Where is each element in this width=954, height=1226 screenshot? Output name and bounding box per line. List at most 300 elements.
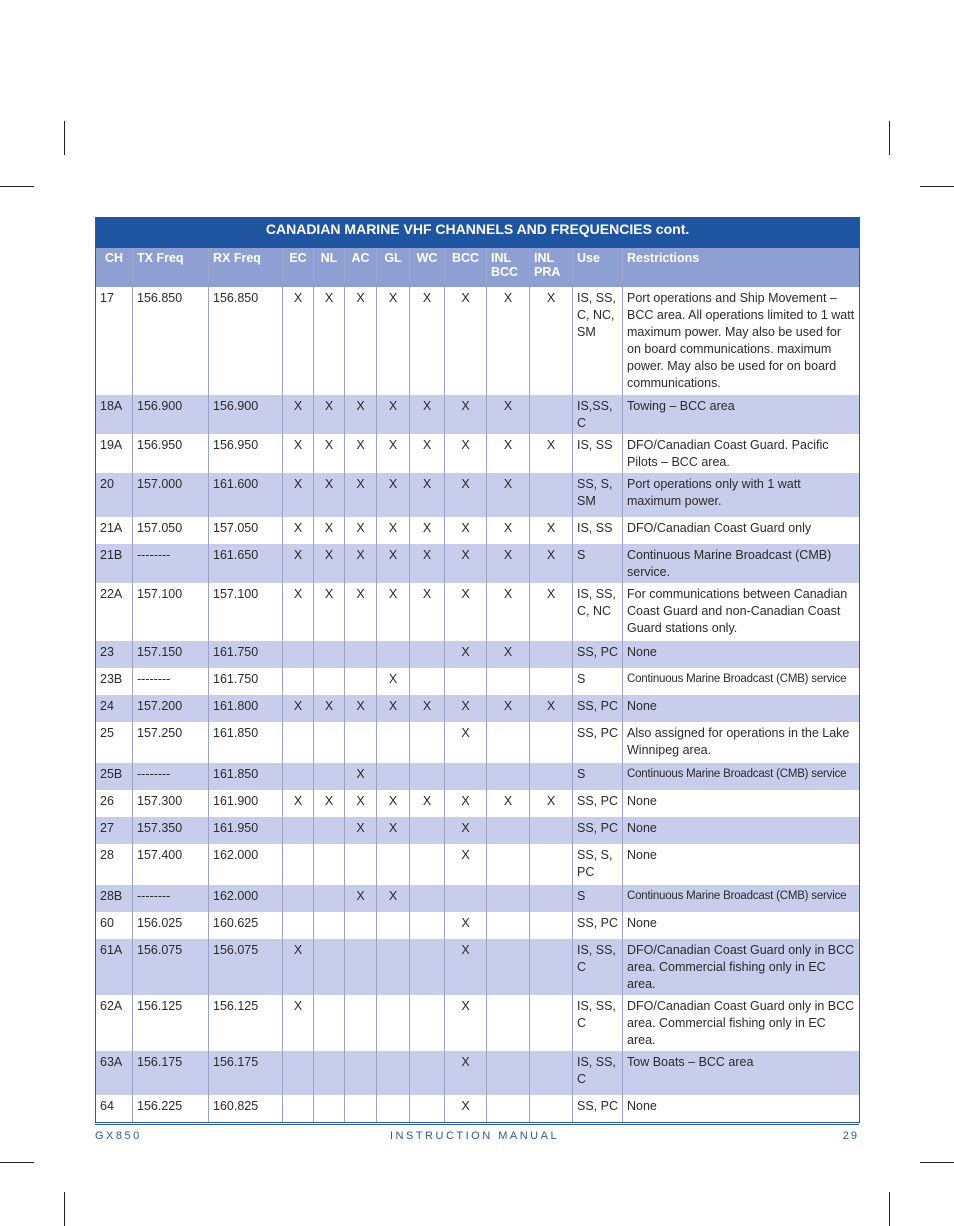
- table-cell: X: [410, 434, 445, 473]
- table-cell: X: [530, 790, 573, 817]
- table-cell: X: [530, 434, 573, 473]
- table-cell: 22A: [96, 583, 133, 641]
- table-cell: X: [445, 790, 487, 817]
- table-cell: 160.825: [209, 1095, 283, 1122]
- table-cell: X: [345, 544, 377, 583]
- table-cell: [314, 722, 345, 763]
- table-cell: X: [487, 473, 530, 517]
- table-cell: IS, SS, C: [573, 939, 623, 995]
- table-cell: X: [445, 995, 487, 1051]
- table-title: CANADIAN MARINE VHF CHANNELS AND FREQUENCIES cont.: [96, 218, 860, 248]
- table-cell: [530, 395, 573, 434]
- table-cell: --------: [133, 763, 209, 790]
- table-cell: 161.800: [209, 695, 283, 722]
- table-cell: [377, 641, 410, 668]
- table-cell: IS, SS, C: [573, 995, 623, 1051]
- table-row: [96, 722, 860, 763]
- table-cell: [410, 885, 445, 912]
- table-cell: IS, SS, C, NC, SM: [573, 287, 623, 395]
- table-cell: [377, 995, 410, 1051]
- table-cell: X: [410, 695, 445, 722]
- table-cell: 161.750: [209, 641, 283, 668]
- table-cell: 156.950: [209, 434, 283, 473]
- table-row: [96, 1095, 860, 1122]
- table-cell: X: [445, 939, 487, 995]
- table-cell: [345, 912, 377, 939]
- table-cell: X: [345, 434, 377, 473]
- table-cell: X: [445, 544, 487, 583]
- table-cell: X: [410, 544, 445, 583]
- table-cell: X: [345, 473, 377, 517]
- table-cell: 24: [96, 695, 133, 722]
- table-cell: [283, 817, 314, 844]
- column-header: CH: [96, 248, 133, 288]
- table-cell: 26: [96, 790, 133, 817]
- table-cell: SS, PC: [573, 1095, 623, 1122]
- table-cell: [487, 763, 530, 790]
- table-cell: [487, 912, 530, 939]
- table-cell: 157.400: [133, 844, 209, 885]
- table-cell: X: [314, 395, 345, 434]
- table-cell: [530, 885, 573, 912]
- table-cell: X: [445, 912, 487, 939]
- table-cell: [530, 844, 573, 885]
- crop-mark: [64, 1192, 65, 1226]
- table-cell: X: [377, 287, 410, 395]
- table-cell: 156.225: [133, 1095, 209, 1122]
- table-cell: [530, 641, 573, 668]
- table-cell: X: [410, 395, 445, 434]
- vhf-channel-table: [95, 217, 860, 1123]
- table-cell: None: [623, 844, 860, 885]
- table-cell: [487, 722, 530, 763]
- table-cell: [314, 817, 345, 844]
- table-cell: 17: [96, 287, 133, 395]
- table-cell: X: [377, 583, 410, 641]
- table-cell: None: [623, 641, 860, 668]
- table-cell: X: [314, 517, 345, 544]
- table-cell: X: [410, 583, 445, 641]
- table-cell: [283, 1095, 314, 1122]
- table-cell: 156.900: [209, 395, 283, 434]
- table-cell: [345, 1095, 377, 1122]
- table-cell: Towing – BCC area: [623, 395, 860, 434]
- table-cell: X: [345, 287, 377, 395]
- table-cell: X: [530, 287, 573, 395]
- column-header: BCC: [445, 248, 487, 288]
- table-cell: [345, 939, 377, 995]
- table-cell: X: [314, 434, 345, 473]
- column-header: INL BCC: [487, 248, 530, 288]
- column-header: EC: [283, 248, 314, 288]
- footer-manual-title: INSTRUCTION MANUAL: [390, 1130, 560, 1142]
- table-cell: 60: [96, 912, 133, 939]
- table-cell: X: [445, 817, 487, 844]
- table-cell: [487, 1051, 530, 1095]
- table-cell: X: [377, 817, 410, 844]
- table-cell: X: [377, 473, 410, 517]
- table-cell: X: [283, 287, 314, 395]
- column-header: AC: [345, 248, 377, 288]
- column-header: NL: [314, 248, 345, 288]
- table-cell: [283, 641, 314, 668]
- table-cell: [487, 995, 530, 1051]
- table-cell: [314, 1095, 345, 1122]
- table-cell: X: [487, 641, 530, 668]
- table-cell: IS,SS, C: [573, 395, 623, 434]
- table-cell: IS, SS, C: [573, 1051, 623, 1095]
- table-cell: X: [445, 434, 487, 473]
- table-cell: 160.625: [209, 912, 283, 939]
- table-cell: [410, 763, 445, 790]
- table-cell: 157.250: [133, 722, 209, 763]
- table-cell: SS, PC: [573, 790, 623, 817]
- table-cell: X: [445, 395, 487, 434]
- crop-mark: [0, 1162, 34, 1163]
- table-cell: X: [487, 790, 530, 817]
- table-cell: X: [445, 287, 487, 395]
- table-row: [96, 668, 860, 695]
- table-cell: X: [283, 939, 314, 995]
- table-cell: [445, 668, 487, 695]
- table-cell: [314, 995, 345, 1051]
- table-cell: X: [410, 473, 445, 517]
- table-cell: 25: [96, 722, 133, 763]
- table-cell: DFO/Canadian Coast Guard. Pacific Pilots – BCC area.: [623, 434, 860, 473]
- table-cell: S: [573, 544, 623, 583]
- table-cell: [530, 939, 573, 995]
- table-cell: S: [573, 668, 623, 695]
- table-cell: [487, 1095, 530, 1122]
- table-cell: X: [530, 583, 573, 641]
- table-cell: [410, 844, 445, 885]
- table-cell: S: [573, 763, 623, 790]
- table-cell: X: [345, 885, 377, 912]
- table-cell: 157.200: [133, 695, 209, 722]
- table-cell: X: [314, 583, 345, 641]
- table-cell: [345, 1051, 377, 1095]
- crop-mark: [920, 1162, 954, 1163]
- table-cell: None: [623, 695, 860, 722]
- table-cell: [487, 844, 530, 885]
- column-header: INL PRA: [530, 248, 573, 288]
- table-cell: [410, 939, 445, 995]
- crop-mark: [889, 1192, 890, 1226]
- crop-mark: [64, 121, 65, 155]
- table-cell: X: [283, 517, 314, 544]
- table-cell: [377, 722, 410, 763]
- table-cell: [487, 939, 530, 995]
- table-cell: None: [623, 817, 860, 844]
- table-row: [96, 641, 860, 668]
- table-cell: 157.150: [133, 641, 209, 668]
- table-cell: X: [314, 287, 345, 395]
- table-cell: SS, PC: [573, 817, 623, 844]
- table-row: [96, 517, 860, 544]
- table-cell: X: [377, 395, 410, 434]
- table-cell: IS, SS: [573, 434, 623, 473]
- table-cell: X: [377, 517, 410, 544]
- table-cell: X: [445, 844, 487, 885]
- table-cell: X: [283, 995, 314, 1051]
- table-cell: [530, 722, 573, 763]
- table-cell: X: [530, 544, 573, 583]
- table-cell: [314, 939, 345, 995]
- table-cell: DFO/Canadian Coast Guard only in BCC area. Commercial fishing only in EC area.: [623, 995, 860, 1051]
- table-cell: X: [283, 473, 314, 517]
- table-cell: X: [377, 695, 410, 722]
- table-cell: 157.350: [133, 817, 209, 844]
- table-cell: X: [314, 544, 345, 583]
- table-cell: 157.300: [133, 790, 209, 817]
- table-cell: 157.050: [133, 517, 209, 544]
- table-cell: X: [487, 695, 530, 722]
- table-cell: 162.000: [209, 844, 283, 885]
- footer-model: GX850: [95, 1130, 142, 1142]
- table-cell: [377, 1051, 410, 1095]
- table-cell: SS, PC: [573, 912, 623, 939]
- table-cell: 156.125: [133, 995, 209, 1051]
- table-cell: Tow Boats – BCC area: [623, 1051, 860, 1095]
- table-cell: 161.650: [209, 544, 283, 583]
- table-cell: [345, 995, 377, 1051]
- table-cell: X: [530, 517, 573, 544]
- table-cell: For communications between Canadian Coast Guard and non-Canadian Coast Guard stations only.: [623, 583, 860, 641]
- table-cell: --------: [133, 544, 209, 583]
- table-cell: [410, 668, 445, 695]
- table-cell: X: [314, 790, 345, 817]
- table-cell: [345, 641, 377, 668]
- table-cell: [283, 912, 314, 939]
- table-row: [96, 763, 860, 790]
- table-cell: Continuous Marine Broadcast (CMB) service.: [623, 544, 860, 583]
- table-row: [96, 844, 860, 885]
- table-cell: X: [410, 790, 445, 817]
- table-cell: DFO/Canadian Coast Guard only: [623, 517, 860, 544]
- table-cell: X: [345, 695, 377, 722]
- table-cell: 20: [96, 473, 133, 517]
- table-cell: X: [487, 517, 530, 544]
- table-row: [96, 287, 860, 395]
- table-cell: 156.075: [133, 939, 209, 995]
- table-cell: [314, 885, 345, 912]
- table-cell: [530, 1095, 573, 1122]
- table-cell: Continuous Marine Broadcast (CMB) service: [623, 763, 860, 790]
- table-cell: 28: [96, 844, 133, 885]
- table-cell: SS, PC: [573, 722, 623, 763]
- table-row: [96, 912, 860, 939]
- table-body: [96, 287, 860, 1122]
- table-cell: [530, 1051, 573, 1095]
- table-cell: 63A: [96, 1051, 133, 1095]
- table-row: [96, 583, 860, 641]
- table-cell: [410, 912, 445, 939]
- table-cell: X: [445, 583, 487, 641]
- table-cell: X: [445, 473, 487, 517]
- table-cell: [283, 1051, 314, 1095]
- table-cell: 161.850: [209, 763, 283, 790]
- table-cell: [314, 844, 345, 885]
- column-header: TX Freq: [133, 248, 209, 288]
- table-cell: X: [283, 434, 314, 473]
- table-cell: 161.600: [209, 473, 283, 517]
- table-cell: X: [445, 1051, 487, 1095]
- table-cell: --------: [133, 885, 209, 912]
- table-cell: X: [487, 583, 530, 641]
- crop-mark: [0, 186, 34, 187]
- table-cell: 21A: [96, 517, 133, 544]
- table-cell: X: [487, 544, 530, 583]
- table-cell: 161.900: [209, 790, 283, 817]
- table-cell: X: [283, 695, 314, 722]
- table-cell: [345, 722, 377, 763]
- table-cell: X: [345, 517, 377, 544]
- table-cell: DFO/Canadian Coast Guard only in BCC area. Commercial fishing only in EC area.: [623, 939, 860, 995]
- table-cell: 157.050: [209, 517, 283, 544]
- table-cell: X: [487, 395, 530, 434]
- table-cell: [530, 912, 573, 939]
- table-row: [96, 434, 860, 473]
- table-cell: [410, 1051, 445, 1095]
- table-row: [96, 395, 860, 434]
- table-cell: [314, 641, 345, 668]
- table-cell: X: [377, 544, 410, 583]
- table-row: [96, 473, 860, 517]
- table-cell: X: [283, 544, 314, 583]
- table-cell: 156.175: [209, 1051, 283, 1095]
- table-cell: X: [283, 395, 314, 434]
- table-row: [96, 544, 860, 583]
- table-cell: 161.950: [209, 817, 283, 844]
- table-cell: SS, S, PC: [573, 844, 623, 885]
- table-row: [96, 939, 860, 995]
- table-header-row: [96, 248, 860, 288]
- table-cell: 156.850: [209, 287, 283, 395]
- table-cell: 156.025: [133, 912, 209, 939]
- table-cell: Port operations and Ship Movement – BCC area. All operations limited to 1 watt maximum power. May also be used for on board communications. maximum power. May also be used for on board communications.: [623, 287, 860, 395]
- column-header: WC: [410, 248, 445, 288]
- table-cell: [314, 1051, 345, 1095]
- table-cell: 27: [96, 817, 133, 844]
- table-cell: [530, 817, 573, 844]
- table-cell: 25B: [96, 763, 133, 790]
- table-cell: [377, 763, 410, 790]
- table-cell: [377, 939, 410, 995]
- table-row: [96, 1051, 860, 1095]
- column-header: RX Freq: [209, 248, 283, 288]
- table-cell: [410, 641, 445, 668]
- table-cell: 62A: [96, 995, 133, 1051]
- column-header: Restrictions: [623, 248, 860, 288]
- table-cell: Also assigned for operations in the Lake Winnipeg area.: [623, 722, 860, 763]
- table-title-row: [96, 218, 860, 248]
- table-cell: X: [410, 287, 445, 395]
- table-cell: S: [573, 885, 623, 912]
- table-cell: 156.900: [133, 395, 209, 434]
- table-cell: X: [445, 641, 487, 668]
- table-cell: [345, 668, 377, 695]
- table-cell: X: [345, 763, 377, 790]
- table-cell: X: [487, 434, 530, 473]
- table-row: [96, 995, 860, 1051]
- table-cell: IS, SS, C, NC: [573, 583, 623, 641]
- table-cell: 157.100: [209, 583, 283, 641]
- table-cell: X: [283, 583, 314, 641]
- table-cell: 28B: [96, 885, 133, 912]
- table-cell: X: [377, 668, 410, 695]
- table-cell: None: [623, 790, 860, 817]
- table-cell: 21B: [96, 544, 133, 583]
- table-cell: X: [345, 817, 377, 844]
- table-row: [96, 885, 860, 912]
- table-cell: SS, PC: [573, 695, 623, 722]
- table-cell: X: [314, 695, 345, 722]
- table-cell: 156.125: [209, 995, 283, 1051]
- table-cell: 156.075: [209, 939, 283, 995]
- table-cell: X: [345, 583, 377, 641]
- table-cell: X: [377, 790, 410, 817]
- table-cell: 156.950: [133, 434, 209, 473]
- table-cell: [283, 885, 314, 912]
- table-cell: 19A: [96, 434, 133, 473]
- table-cell: [283, 844, 314, 885]
- table-cell: X: [283, 790, 314, 817]
- table-cell: [487, 668, 530, 695]
- table-cell: [314, 763, 345, 790]
- table-cell: 161.750: [209, 668, 283, 695]
- table-cell: SS, PC: [573, 641, 623, 668]
- table-cell: X: [314, 473, 345, 517]
- table-cell: SS, S, SM: [573, 473, 623, 517]
- table-cell: [410, 817, 445, 844]
- table-cell: [377, 1095, 410, 1122]
- table-cell: [487, 817, 530, 844]
- table-cell: X: [487, 287, 530, 395]
- table-cell: 23: [96, 641, 133, 668]
- table-cell: [530, 473, 573, 517]
- table-cell: 23B: [96, 668, 133, 695]
- table-cell: [377, 912, 410, 939]
- table-row: [96, 695, 860, 722]
- table-cell: X: [345, 790, 377, 817]
- table-cell: Continuous Marine Broadcast (CMB) service: [623, 885, 860, 912]
- table-cell: [410, 1095, 445, 1122]
- table-cell: None: [623, 912, 860, 939]
- table-cell: [410, 995, 445, 1051]
- crop-mark: [920, 186, 954, 187]
- table-cell: [487, 885, 530, 912]
- crop-mark: [889, 121, 890, 155]
- table-cell: --------: [133, 668, 209, 695]
- table-cell: X: [345, 395, 377, 434]
- footer-rule: [95, 1124, 859, 1125]
- table-cell: X: [445, 517, 487, 544]
- table-cell: [530, 763, 573, 790]
- table-cell: 18A: [96, 395, 133, 434]
- table-cell: X: [445, 1095, 487, 1122]
- table-cell: [445, 763, 487, 790]
- table-cell: X: [377, 885, 410, 912]
- table-cell: [314, 912, 345, 939]
- table-cell: X: [410, 517, 445, 544]
- table-cell: 162.000: [209, 885, 283, 912]
- column-header: Use: [573, 248, 623, 288]
- table-cell: 61A: [96, 939, 133, 995]
- table-cell: [445, 885, 487, 912]
- table-cell: 156.175: [133, 1051, 209, 1095]
- table-cell: 157.000: [133, 473, 209, 517]
- column-header: GL: [377, 248, 410, 288]
